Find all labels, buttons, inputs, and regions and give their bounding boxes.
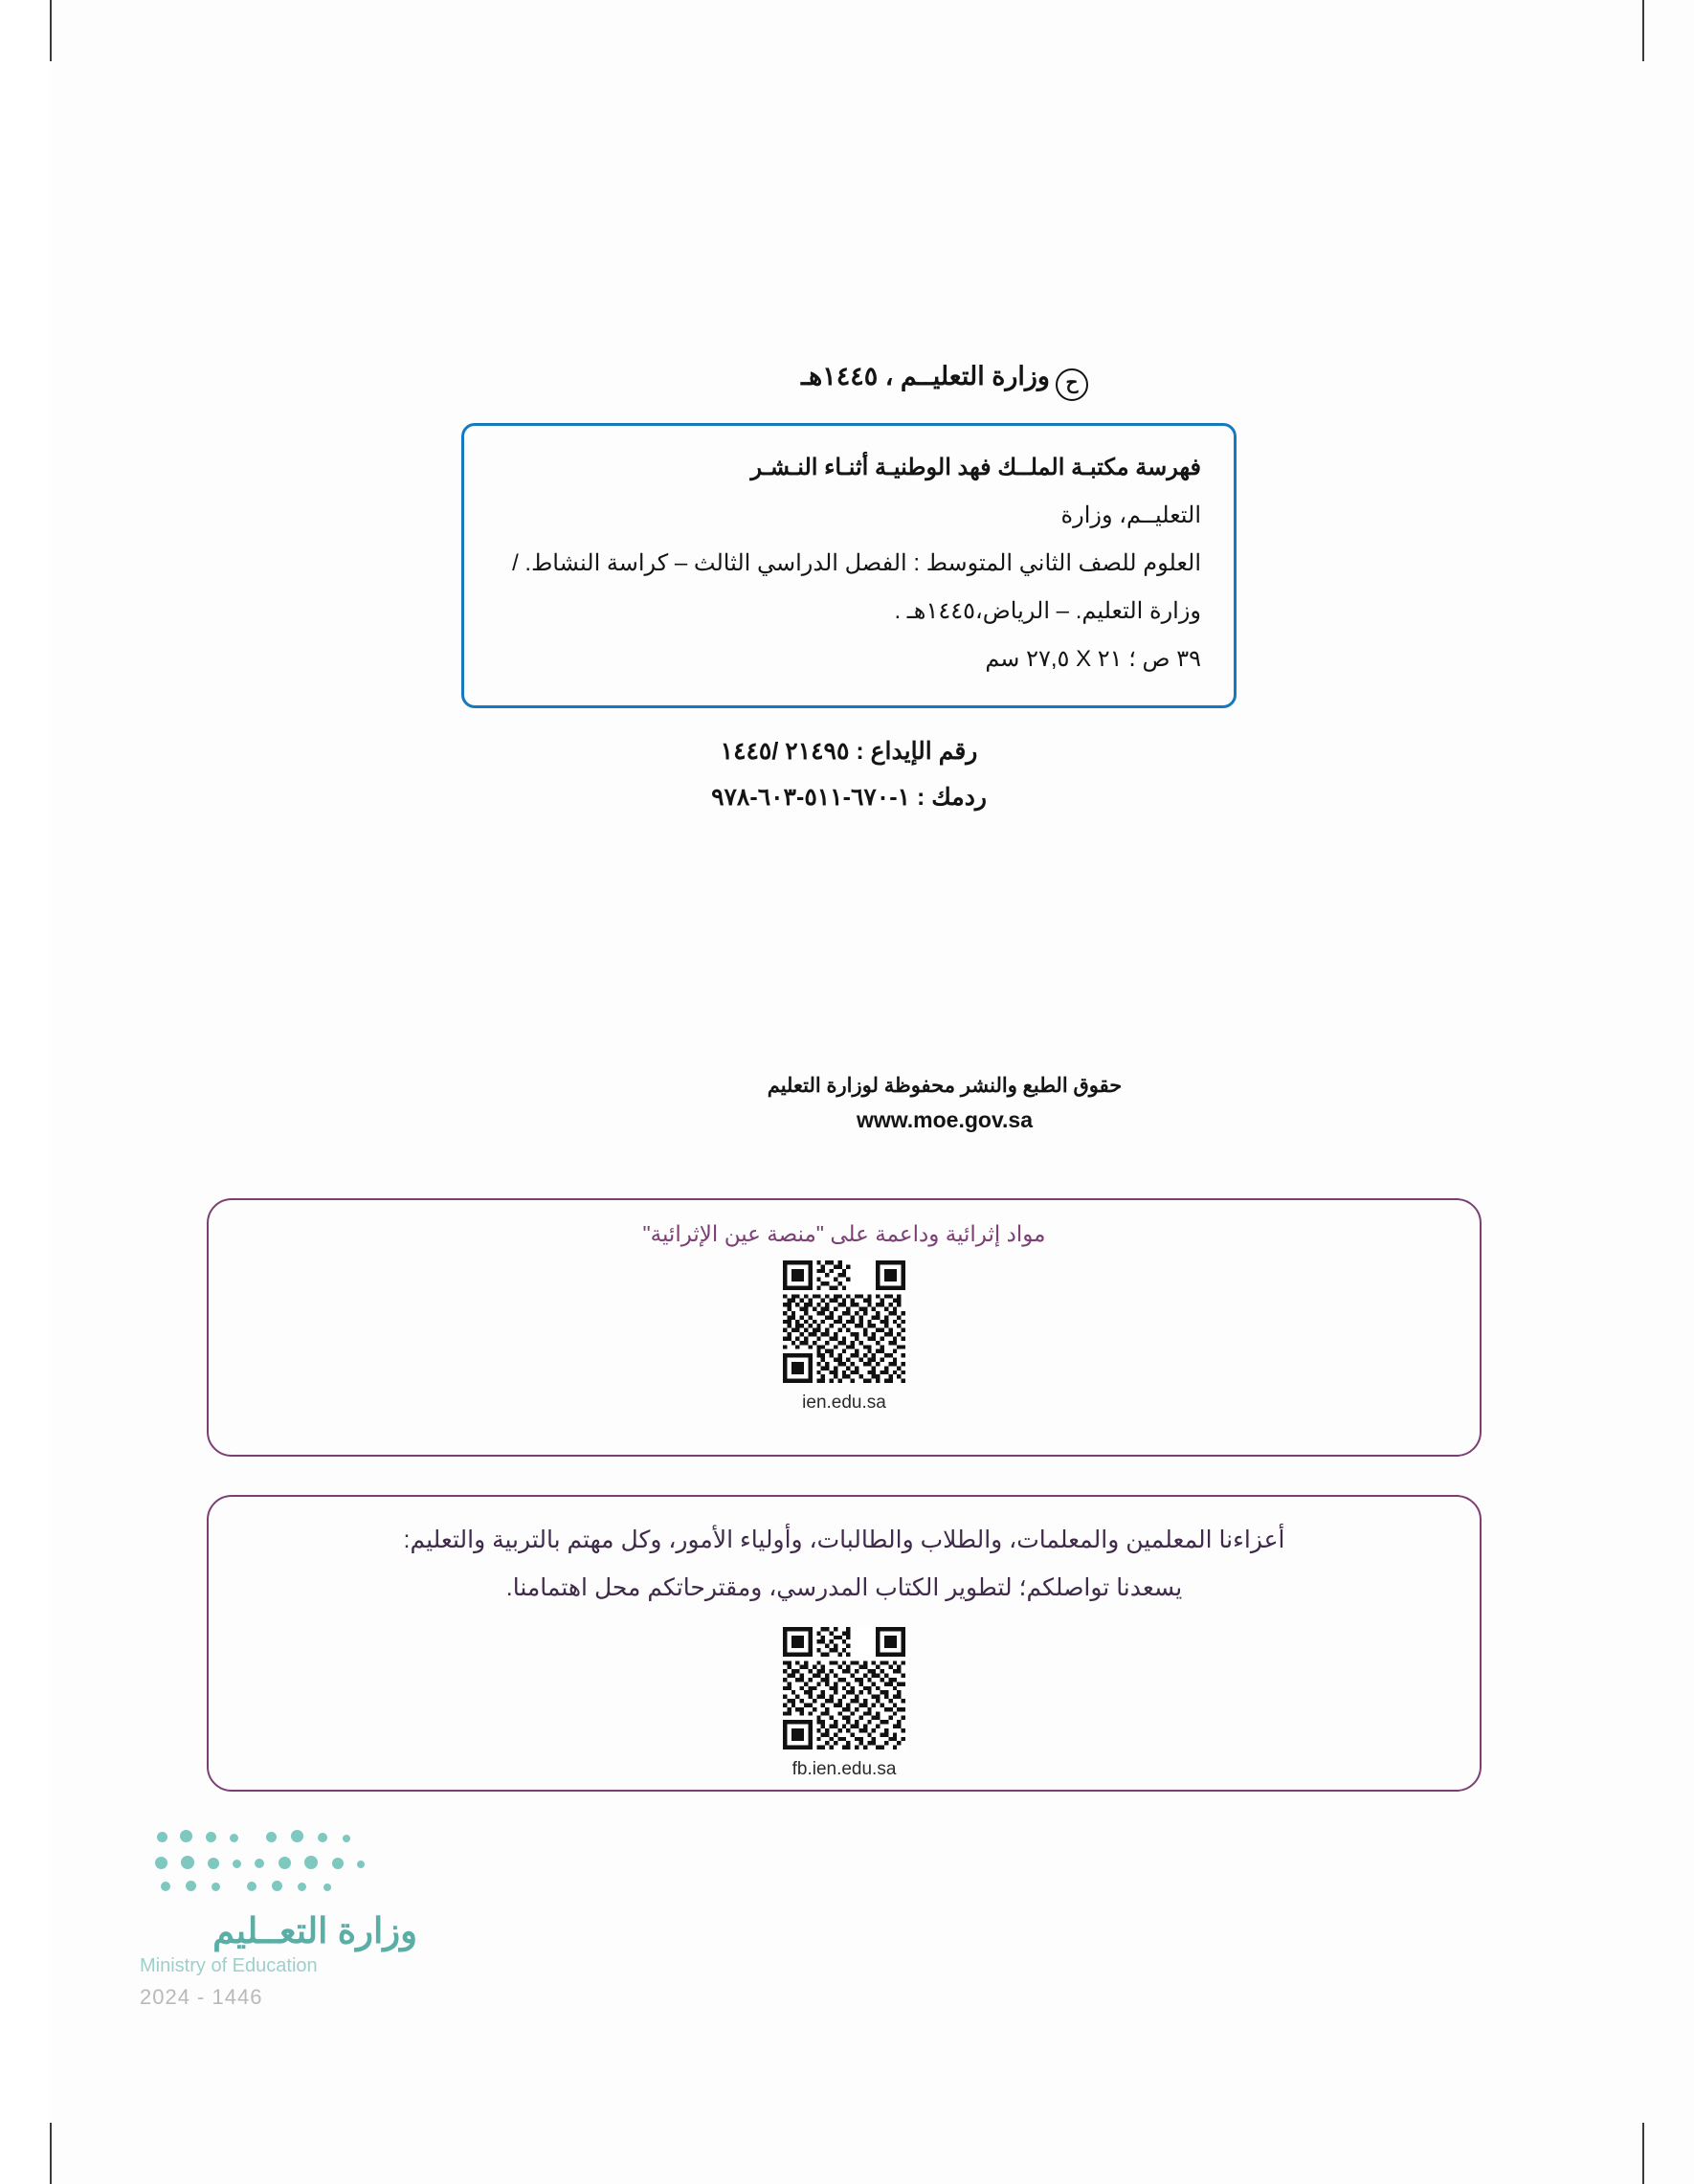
feedback-text-line-2: يسعدنا تواصلكم؛ لتطوير الكتاب المدرسي، ومقترحاتكم محل اهتمامنا.: [505, 1573, 1183, 1601]
qr-code-ien-icon[interactable]: [783, 1260, 905, 1383]
ien-panel: [207, 1198, 1482, 1457]
crop-mark-top-left: [50, 0, 52, 61]
cip-heading: فهرسة مكتبـة الملــك فهد الوطنيـة أثنـاء النـشـر: [750, 455, 1201, 480]
ien-url[interactable]: ien.edu.sa: [802, 1393, 886, 1413]
qr-code-feedback-icon[interactable]: [783, 1627, 905, 1749]
cip-catalog-box: [461, 423, 1237, 708]
copyright-text: وزارة التعليــم ، ١٤٤٥هـ: [801, 362, 1050, 390]
cip-line-3: العلوم للصف الثاني المتوسط : الفصل الدراسي الثالث – كراسة النشاط. /: [512, 550, 1201, 576]
feedback-url[interactable]: fb.ien.edu.sa: [791, 1758, 897, 1779]
ministry-name-arabic: وزارة التعــليم: [212, 1911, 417, 1950]
copyright-line: [442, 362, 1447, 401]
ministry-logo: [134, 1826, 421, 2010]
ien-panel-title: مواد إثرائية وداعمة على "منصة عين الإثرائية": [642, 1221, 1046, 1246]
cip-line-2: التعليــم، وزارة: [1060, 502, 1201, 528]
rights-block: [442, 1074, 1447, 1133]
copyright-symbol-icon: ح: [1056, 368, 1088, 401]
ministry-website: www.moe.gov.sa: [856, 1107, 1034, 1132]
deposit-block: [461, 737, 1237, 829]
deposit-number: رقم الإيداع : ٢١٤٩٥ /١٤٤٥: [720, 738, 978, 765]
feedback-text-line-1: أعزاءنا المعلمين والمعلمات، والطلاب والطالبات، وأولياء الأمور، وكل مهتم بالتربية والتعليم:: [403, 1527, 1285, 1553]
rights-statement: حقوق الطبع والنشر محفوظة لوزارة التعليم: [767, 1075, 1123, 1097]
crop-mark-top-right: [1642, 0, 1644, 61]
ministry-name-english: Ministry of Education: [140, 1955, 318, 1976]
crop-mark-bottom-left: [50, 2123, 52, 2184]
cip-line-4: وزارة التعليم. – الرياض،١٤٤٥هـ .: [894, 598, 1201, 624]
cip-line-5: ٣٩ ص ؛ ٢١ X ٢٧,٥ سم: [985, 646, 1201, 672]
feedback-panel: [207, 1495, 1482, 1792]
ien-qr-wrap: [209, 1260, 1480, 1383]
feedback-qr-wrap: [209, 1627, 1480, 1749]
isbn-number: ردمك : ١-٦٧٠-٥١١-٦٠٣-٩٧٨: [711, 784, 987, 811]
crop-mark-bottom-right: [1642, 2123, 1644, 2184]
logo-dots-pattern-icon: [151, 1826, 392, 1901]
ministry-logo-years: 2024 - 1446: [140, 1985, 263, 2009]
